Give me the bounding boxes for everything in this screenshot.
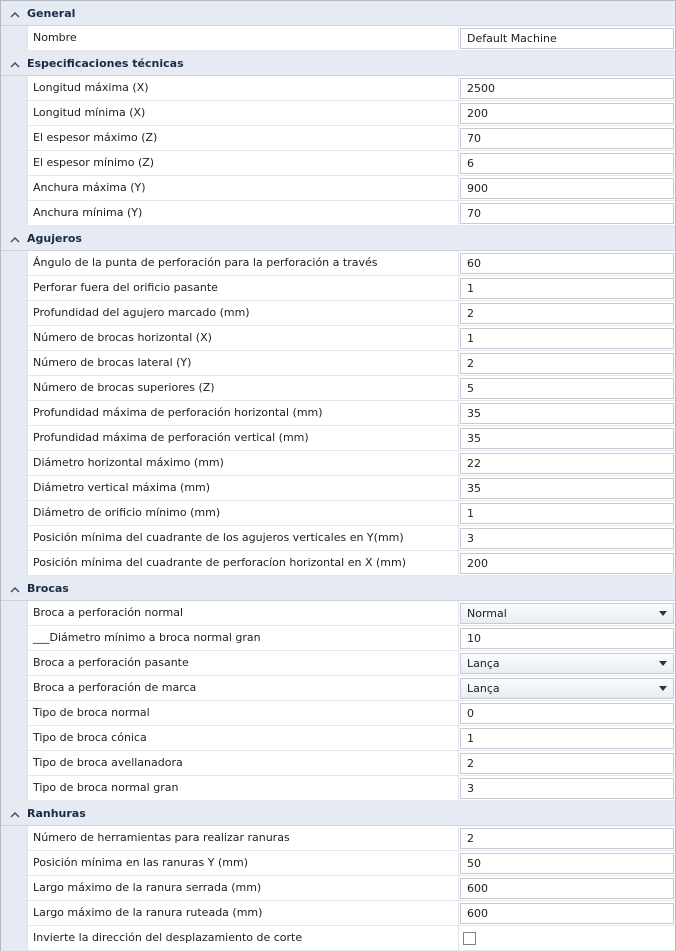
property-row-el-espesor-minimo-z: [1, 151, 675, 176]
property-label: Largo máximo de la ranura ruteada (mm): [27, 901, 459, 925]
category-especificaciones-tecnicas[interactable]: [1, 51, 675, 76]
category-brocas[interactable]: [1, 576, 675, 601]
row-gutter: [1, 476, 27, 500]
property-label: ___Diámetro mínimo a broca normal gran: [27, 626, 459, 650]
value-field[interactable]: Default Machine: [460, 28, 674, 49]
category-title: General: [27, 7, 76, 20]
row-gutter: [1, 526, 27, 550]
row-gutter: [1, 351, 27, 375]
value-field[interactable]: 70: [460, 203, 674, 224]
row-gutter: [1, 101, 27, 125]
property-label: Broca a perforación pasante: [27, 651, 459, 675]
property-label: Posición mínima del cuadrante de perforacíon horizontal en X (mm): [27, 551, 459, 575]
value-field[interactable]: 3: [460, 778, 674, 799]
property-row-diametro-de-orificio-minimo-mm: [1, 501, 675, 526]
row-gutter: [1, 926, 27, 950]
row-gutter: [1, 876, 27, 900]
row-gutter: [1, 726, 27, 750]
property-row-tipo-de-broca-normal: [1, 701, 675, 726]
category-title: Especificaciones técnicas: [27, 57, 184, 70]
property-row-perforar-fuera-del-orificio-pasante: [1, 276, 675, 301]
value-field[interactable]: 35: [460, 428, 674, 449]
row-gutter: [1, 451, 27, 475]
property-label: El espesor mínimo (Z): [27, 151, 459, 175]
value-field[interactable]: 35: [460, 403, 674, 424]
category-ranhuras[interactable]: [1, 801, 675, 826]
row-gutter: [1, 201, 27, 225]
category-general[interactable]: [1, 1, 675, 26]
value-field[interactable]: 900: [460, 178, 674, 199]
property-row-largo-maximo-de-la-ranura-serrada-mm: [1, 876, 675, 901]
property-row-diametro-horizontal-maximo-mm: [1, 451, 675, 476]
property-row-broca-a-perforacion-normal: [1, 601, 675, 626]
dropdown-value: Normal: [467, 607, 507, 620]
row-gutter: [1, 126, 27, 150]
value-field[interactable]: 2: [460, 828, 674, 849]
row-gutter: [1, 626, 27, 650]
row-gutter: [1, 301, 27, 325]
value-field[interactable]: 1: [460, 503, 674, 524]
value-field[interactable]: 6: [460, 153, 674, 174]
property-label: Diámetro vertical máxima (mm): [27, 476, 459, 500]
property-label: Tipo de broca avellanadora: [27, 751, 459, 775]
property-label: Perforar fuera del orificio pasante: [27, 276, 459, 300]
property-row-profundidad-maxima-de-perforacion-vertical-mm: [1, 426, 675, 451]
value-field[interactable]: 1: [460, 278, 674, 299]
row-gutter: [1, 751, 27, 775]
value-field[interactable]: 200: [460, 103, 674, 124]
property-row-angulo-de-la-punta-de-perforacion-para-la-perfor: [1, 251, 675, 276]
property-row-posicion-minima-del-cuadrante-de-los-agujeros-ve: [1, 526, 675, 551]
value-dropdown[interactable]: [460, 678, 674, 699]
row-gutter: [1, 551, 27, 575]
property-label: Número de brocas lateral (Y): [27, 351, 459, 375]
property-label: Ángulo de la punta de perforación para la perforación a través: [27, 251, 459, 275]
row-gutter: [1, 701, 27, 725]
property-label: Broca a perforación de marca: [27, 676, 459, 700]
property-row-numero-de-brocas-horizontal-x: [1, 326, 675, 351]
dropdown-value: Lança: [467, 682, 500, 695]
property-label: Anchura máxima (Y): [27, 176, 459, 200]
row-gutter: [1, 251, 27, 275]
value-field[interactable]: 600: [460, 903, 674, 924]
chevron-up-icon[interactable]: [10, 9, 20, 17]
property-row-broca-a-perforacion-pasante: [1, 651, 675, 676]
property-row-numero-de-herramientas-para-realizar-ranuras: [1, 826, 675, 851]
property-label: Longitud máxima (X): [27, 76, 459, 100]
property-row-profundidad-del-agujero-marcado-mm: [1, 301, 675, 326]
property-row-numero-de-brocas-lateral-y: [1, 351, 675, 376]
row-gutter: [1, 851, 27, 875]
property-label: Posición mínima del cuadrante de los agujeros verticales en Y(mm): [27, 526, 459, 550]
value-field[interactable]: 22: [460, 453, 674, 474]
property-label: Tipo de broca normal gran: [27, 776, 459, 800]
property-label: Profundidad máxima de perforación horizontal (mm): [27, 401, 459, 425]
value-field[interactable]: 0: [460, 703, 674, 724]
property-label: Profundidad del agujero marcado (mm): [27, 301, 459, 325]
property-row-invierte-la-direccion-del-desplazamiento-de-cort: [1, 926, 675, 951]
value-field[interactable]: 70: [460, 128, 674, 149]
property-label: Número de brocas horizontal (X): [27, 326, 459, 350]
row-gutter: [1, 326, 27, 350]
value-field[interactable]: 35: [460, 478, 674, 499]
property-row-profundidad-maxima-de-perforacion-horizontal-mm: [1, 401, 675, 426]
value-field[interactable]: 200: [460, 553, 674, 574]
row-gutter: [1, 676, 27, 700]
property-label: Longitud mínima (X): [27, 101, 459, 125]
row-gutter: [1, 601, 27, 625]
row-gutter: [1, 76, 27, 100]
property-row-posicion-minima-en-las-ranuras-y-mm: [1, 851, 675, 876]
row-gutter: [1, 501, 27, 525]
property-row-diametro-minimo-a-broca-normal-gran: [1, 626, 675, 651]
property-row-longitud-maxima-x: [1, 76, 675, 101]
property-row-largo-maximo-de-la-ranura-ruteada-mm: [1, 901, 675, 926]
property-row-tipo-de-broca-avellanadora: [1, 751, 675, 776]
row-gutter: [1, 651, 27, 675]
property-row-diametro-vertical-maxima-mm: [1, 476, 675, 501]
property-label: Invierte la dirección del desplazamiento de corte: [27, 926, 459, 950]
value-checkbox[interactable]: [463, 932, 476, 945]
row-gutter: [1, 776, 27, 800]
row-gutter: [1, 151, 27, 175]
property-row-anchura-minima-y: [1, 201, 675, 226]
value-field[interactable]: 50: [460, 853, 674, 874]
category-title: Ranhuras: [27, 807, 86, 820]
value-field[interactable]: 1: [460, 328, 674, 349]
dropdown-value: Lança: [467, 657, 500, 670]
property-label: Nombre: [27, 26, 459, 50]
row-gutter: [1, 901, 27, 925]
value-dropdown[interactable]: [460, 653, 674, 674]
chevron-up-icon[interactable]: [10, 584, 20, 592]
property-label: El espesor máximo (Z): [27, 126, 459, 150]
chevron-up-icon[interactable]: [10, 59, 20, 67]
category-title: Brocas: [27, 582, 69, 595]
property-row-numero-de-brocas-superiores-z: [1, 376, 675, 401]
property-row-longitud-minima-x: [1, 101, 675, 126]
row-gutter: [1, 401, 27, 425]
value-field[interactable]: 2: [460, 353, 674, 374]
value-field[interactable]: 2: [460, 753, 674, 774]
value-field[interactable]: 5: [460, 378, 674, 399]
property-row-tipo-de-broca-normal-gran: [1, 776, 675, 801]
property-row-el-espesor-maximo-z: [1, 126, 675, 151]
property-label: Broca a perforación normal: [27, 601, 459, 625]
property-label: Tipo de broca cónica: [27, 726, 459, 750]
property-row-nombre: [1, 26, 675, 51]
value-field[interactable]: 3: [460, 528, 674, 549]
row-gutter: [1, 276, 27, 300]
dropdown-arrow-icon[interactable]: [659, 661, 667, 666]
category-title: Agujeros: [27, 232, 82, 245]
value-field[interactable]: 2500: [460, 78, 674, 99]
dropdown-arrow-icon[interactable]: [659, 611, 667, 616]
chevron-up-icon[interactable]: [10, 809, 20, 817]
property-label: Anchura mínima (Y): [27, 201, 459, 225]
row-gutter: [1, 426, 27, 450]
property-label: Largo máximo de la ranura serrada (mm): [27, 876, 459, 900]
property-label: Número de brocas superiores (Z): [27, 376, 459, 400]
property-row-tipo-de-broca-conica: [1, 726, 675, 751]
property-label: Diámetro horizontal máximo (mm): [27, 451, 459, 475]
value-field[interactable]: 600: [460, 878, 674, 899]
chevron-up-icon[interactable]: [10, 234, 20, 242]
property-row-posicion-minima-del-cuadrante-de-perforacion-hor: [1, 551, 675, 576]
property-label: Posición mínima en las ranuras Y (mm): [27, 851, 459, 875]
row-gutter: [1, 826, 27, 850]
property-label: Profundidad máxima de perforación vertical (mm): [27, 426, 459, 450]
value-field[interactable]: 60: [460, 253, 674, 274]
property-label: Número de herramientas para realizar ranuras: [27, 826, 459, 850]
value-dropdown[interactable]: [460, 603, 674, 624]
row-gutter: [1, 26, 27, 50]
property-row-anchura-maxima-y: [1, 176, 675, 201]
property-label: Diámetro de orificio mínimo (mm): [27, 501, 459, 525]
row-gutter: [1, 376, 27, 400]
category-agujeros[interactable]: [1, 226, 675, 251]
property-row-broca-a-perforacion-de-marca: [1, 676, 675, 701]
value-field[interactable]: 10: [460, 628, 674, 649]
value-field[interactable]: 1: [460, 728, 674, 749]
property-label: Tipo de broca normal: [27, 701, 459, 725]
dropdown-arrow-icon[interactable]: [659, 686, 667, 691]
row-gutter: [1, 176, 27, 200]
value-field[interactable]: 2: [460, 303, 674, 324]
